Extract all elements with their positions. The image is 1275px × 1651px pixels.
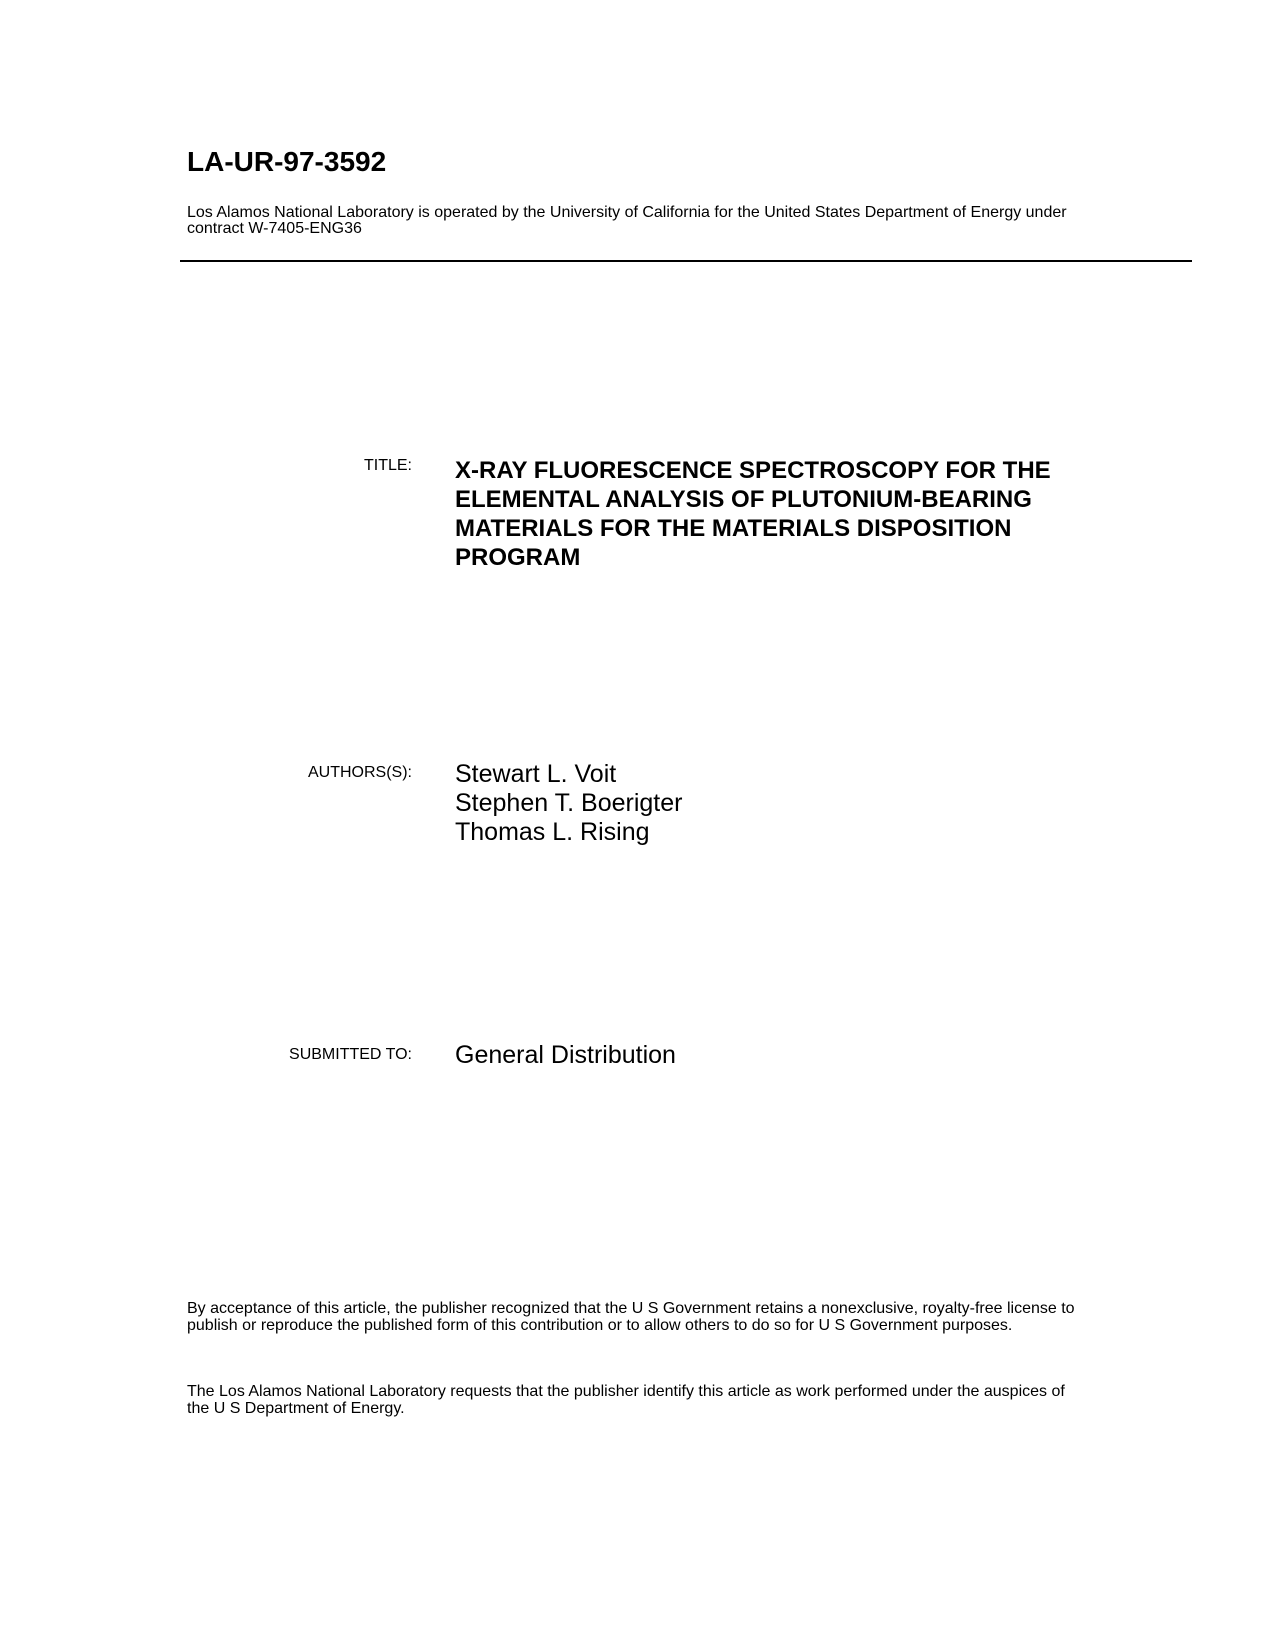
author-name: Stewart L. Voit	[455, 760, 617, 788]
author-name: Stephen T. Boerigter	[455, 789, 683, 817]
header-divider	[180, 260, 1192, 262]
authors-list	[455, 760, 682, 847]
title-label: TITLE:	[363, 457, 412, 474]
operator-note: Los Alamos National Laboratory is operated by the University of California for the United States Department of Energy under contract W-7405-ENG36	[187, 204, 1067, 237]
identification-notice: The Los Alamos National Laboratory requests that the publisher identify this article as work performed under the auspices of the U S Department of Energy.	[187, 1383, 1065, 1417]
authors-label: AUTHORS(S):	[308, 764, 412, 781]
acceptance-notice: By acceptance of this article, the publisher recognized that the U S Government retains a nonexclusive, royalty-free license to publish or reproduce the published form of this contribution or to allow others to do so for U S Government purposes.	[187, 1300, 1075, 1334]
document-title: X-RAY FLUORESCENCE SPECTROSCOPY FOR THE ELEMENTAL ANALYSIS OF PLUTONIUM-BEARING MATERIALS FOR THE MATERIALS DISPOSITION PROGRAM	[455, 457, 1051, 571]
submitted-to-value: General Distribution	[455, 1041, 676, 1069]
report-number: LA-UR-97-3592	[187, 146, 387, 177]
author-name: Thomas L. Rising	[455, 818, 650, 846]
submitted-to-label: SUBMITTED TO:	[289, 1046, 412, 1063]
